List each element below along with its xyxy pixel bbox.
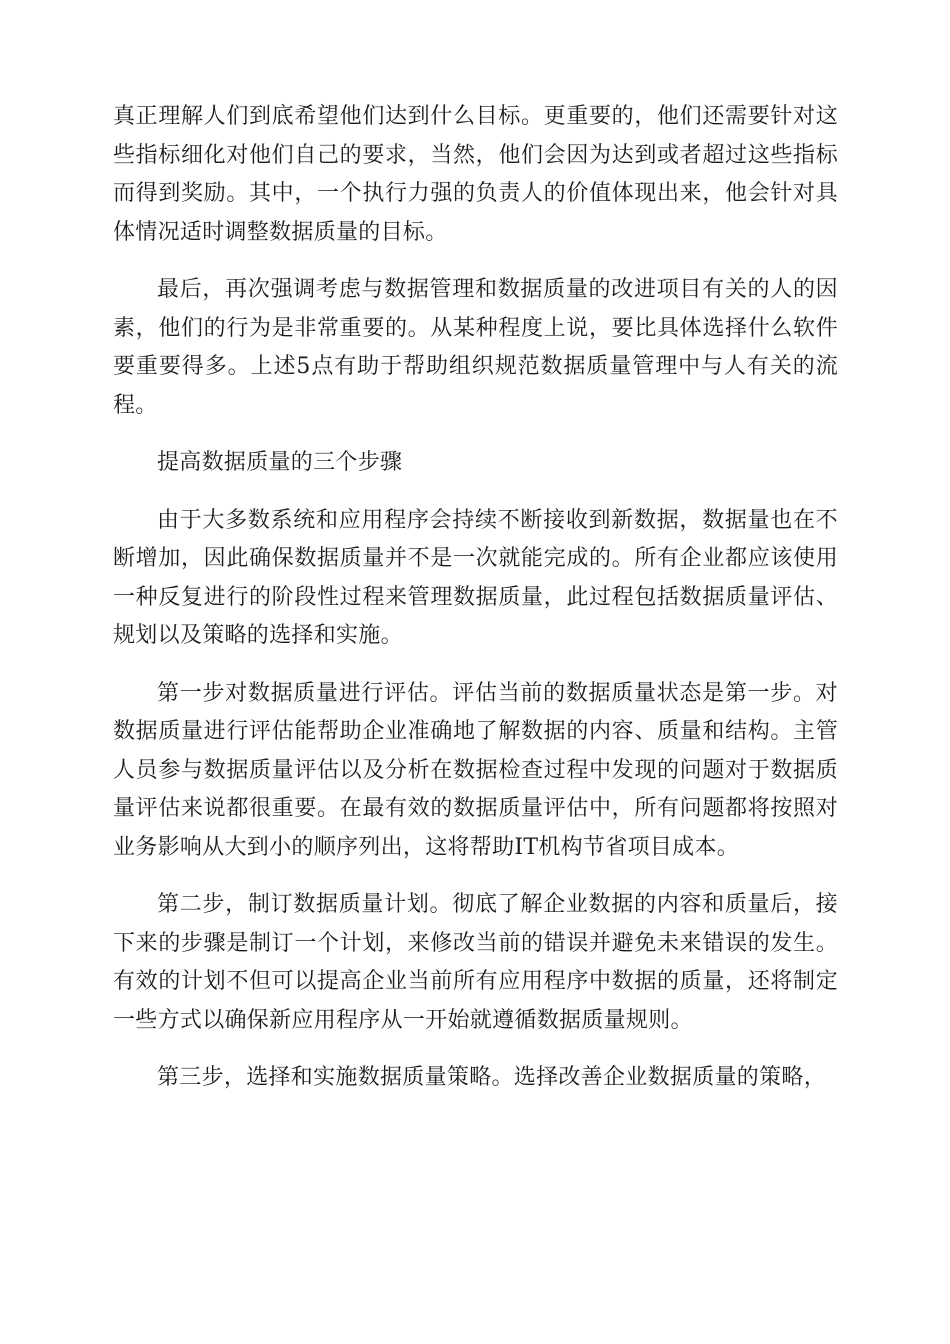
- paragraph-human-factors: 最后，再次强调考虑与数据管理和数据质量的改进项目有关的人的因素，他们的行为是非常重要的。从某种程度上说，要比具体选择什么软件要重要得多。上述5点有助于帮助组织规范数据质量管理中与人有关的流程。: [113, 277, 838, 418]
- paragraph-step-three: 第三步，选择和实施数据质量策略。选择改善企业数据质量的策略，: [157, 1065, 827, 1090]
- paragraph-continued: 真正理解人们到底希望他们达到什么目标。更重要的，他们还需要针对这些指标细化对他们自己的要求，当然，他们会因为达到或者超过这些指标而得到奖励。其中，一个执行力强的负责人的价值体现出来，他会针对具体情况适时调整数据质量的目标。: [113, 104, 838, 245]
- paragraph-step-two: 第二步，制订数据质量计划。彻底了解企业数据的内容和质量后，接下来的步骤是制订一个计划，来修改当前的错误并避免未来错误的发生。有效的计划不但可以提高企业当前所有应用程序中数据的质量，还将制定一些方式以确保新应用程序从一开始就遵循数据质量规则。: [113, 892, 838, 1033]
- section-heading: 提高数据质量的三个步骤: [157, 450, 403, 475]
- document-body: [113, 98, 838, 1117]
- paragraph-intro: 由于大多数系统和应用程序会持续不断接收到新数据，数据量也在不断增加，因此确保数据质量并不是一次就能完成的。所有企业都应该使用一种反复进行的阶段性过程来管理数据质量，此过程包括数据质量评估、规划以及策略的选择和实施。: [113, 507, 838, 648]
- paragraph-step-one: 第一步对数据质量进行评估。评估当前的数据质量状态是第一步。对数据质量进行评估能帮助企业准确地了解数据的内容、质量和结构。主管人员参与数据质量评估以及分析在数据检查过程中发现的问题对于数据质量评估来说都很重要。在最有效的数据质量评估中，所有问题都将按照对业务影响从大到小的顺序列出，这将帮助IT机构节省项目成本。: [113, 680, 838, 860]
